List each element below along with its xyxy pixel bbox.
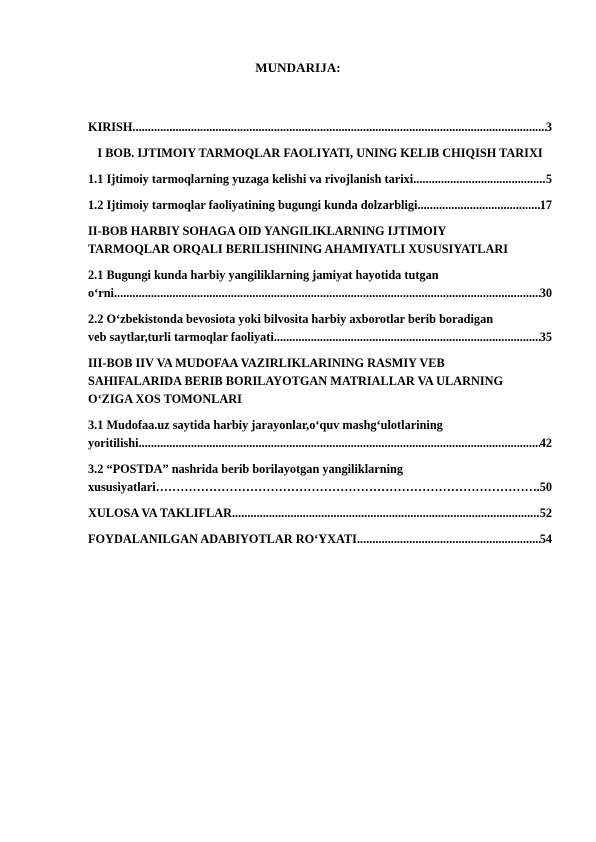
toc-entry-text: 1.1 Ijtimoiy tarmoqlarning yuzaga kelishi va rivojlanish tarixi: [88, 172, 414, 186]
toc-chapter-1[interactable]: [88, 144, 552, 162]
toc-leader-dots: [232, 504, 540, 522]
toc-entry-text-cont: yoritilishi: [88, 436, 139, 450]
toc-chapter-3[interactable]: [88, 354, 552, 408]
toc-leader-dots: [139, 434, 540, 452]
toc-entry-text: FOYDALANILGAN ADABIYOTLAR RO‘YXATI: [88, 532, 357, 546]
toc-leader-dots: [417, 196, 539, 214]
toc-page-number: 54: [539, 532, 552, 546]
toc-entry-text-cont: o‘rni: [88, 286, 114, 300]
toc-chapter-text: I BOB. IJTIMOIY TARMOQLAR FAOLIYATI, UNING KELIB CHIQISH TARIXI: [97, 146, 543, 160]
toc-entry-text: KIRISH: [88, 120, 133, 134]
table-of-contents: [88, 118, 552, 556]
toc-chapter-2[interactable]: [88, 222, 552, 258]
toc-page-number: 52: [539, 506, 552, 520]
toc-entry-kirish[interactable]: [88, 118, 552, 136]
toc-entry-2-2[interactable]: [88, 310, 552, 346]
toc-entry-text: 2.1 Bugungi kunda harbiy yangiliklarning jamiyat hayotida tutgan: [88, 268, 439, 282]
toc-entry-3-2[interactable]: [88, 460, 552, 496]
toc-entry-text: 3.1 Mudofaa.uz saytida harbiy jarayonlar,o‘quv mashg‘ulotlarining: [88, 418, 443, 432]
toc-leader-dots: [357, 530, 540, 548]
toc-page-number: 17: [539, 198, 552, 212]
toc-chapter-text: II-BOB HARBIY SOHAGA OID YANGILIKLARNING IJTIMOIY TARMOQLAR ORQALI BERILISHINING AHAMIYATLI XUSUSIYATLARI: [88, 224, 509, 256]
toc-leader-dots: [413, 170, 546, 188]
toc-leader-dots: [156, 478, 537, 496]
page-title: MUNDARIJA:: [255, 60, 341, 75]
toc-chapter-text: III-BOB IIV VA MUDOFAA VAZIRLIKLARINING RASMIY VEB SAHIFALARIDA BERIB BORILAYOTGAN MATRIALLAR VA ULARNING O‘ZIGA XOS TOMONLARI: [88, 356, 504, 406]
toc-entry-text: 2.2 O‘zbekistonda bevosiota yoki bilvosita harbiy axborotlar berib boradigan: [88, 312, 494, 326]
toc-entry-adabiyotlar[interactable]: [88, 530, 552, 548]
toc-entry-2-1[interactable]: [88, 266, 552, 302]
toc-page-number: 5: [545, 172, 552, 186]
toc-entry-1-1[interactable]: [88, 170, 552, 188]
toc-page-number: 35: [539, 330, 552, 344]
toc-page-number: 42: [539, 436, 552, 450]
toc-leader-dots: [114, 284, 540, 302]
toc-entry-3-1[interactable]: [88, 416, 552, 452]
toc-leader-dots: [274, 328, 540, 346]
toc-leader-dots: [132, 118, 545, 136]
toc-entry-text: XULOSA VA TAKLIFLAR: [88, 506, 232, 520]
toc-page-number: .50: [536, 480, 552, 494]
toc-entry-text-cont: xususiyatlari: [88, 480, 156, 494]
toc-entry-xulosa[interactable]: [88, 504, 552, 522]
toc-page-number: 3: [545, 120, 552, 134]
toc-entry-text-cont: veb saytlar,turli tarmoqlar faoliyati: [88, 330, 274, 344]
toc-entry-text: 3.2 “POSTDA” nashrida berib borilayotgan yangiliklarning: [88, 462, 403, 476]
toc-entry-1-2[interactable]: [88, 196, 552, 214]
toc-page-number: 30: [539, 286, 552, 300]
toc-entry-text: 1.2 Ijtimoiy tarmoqlar faoliyatining bugungi kunda dolzarbligi: [88, 198, 418, 212]
